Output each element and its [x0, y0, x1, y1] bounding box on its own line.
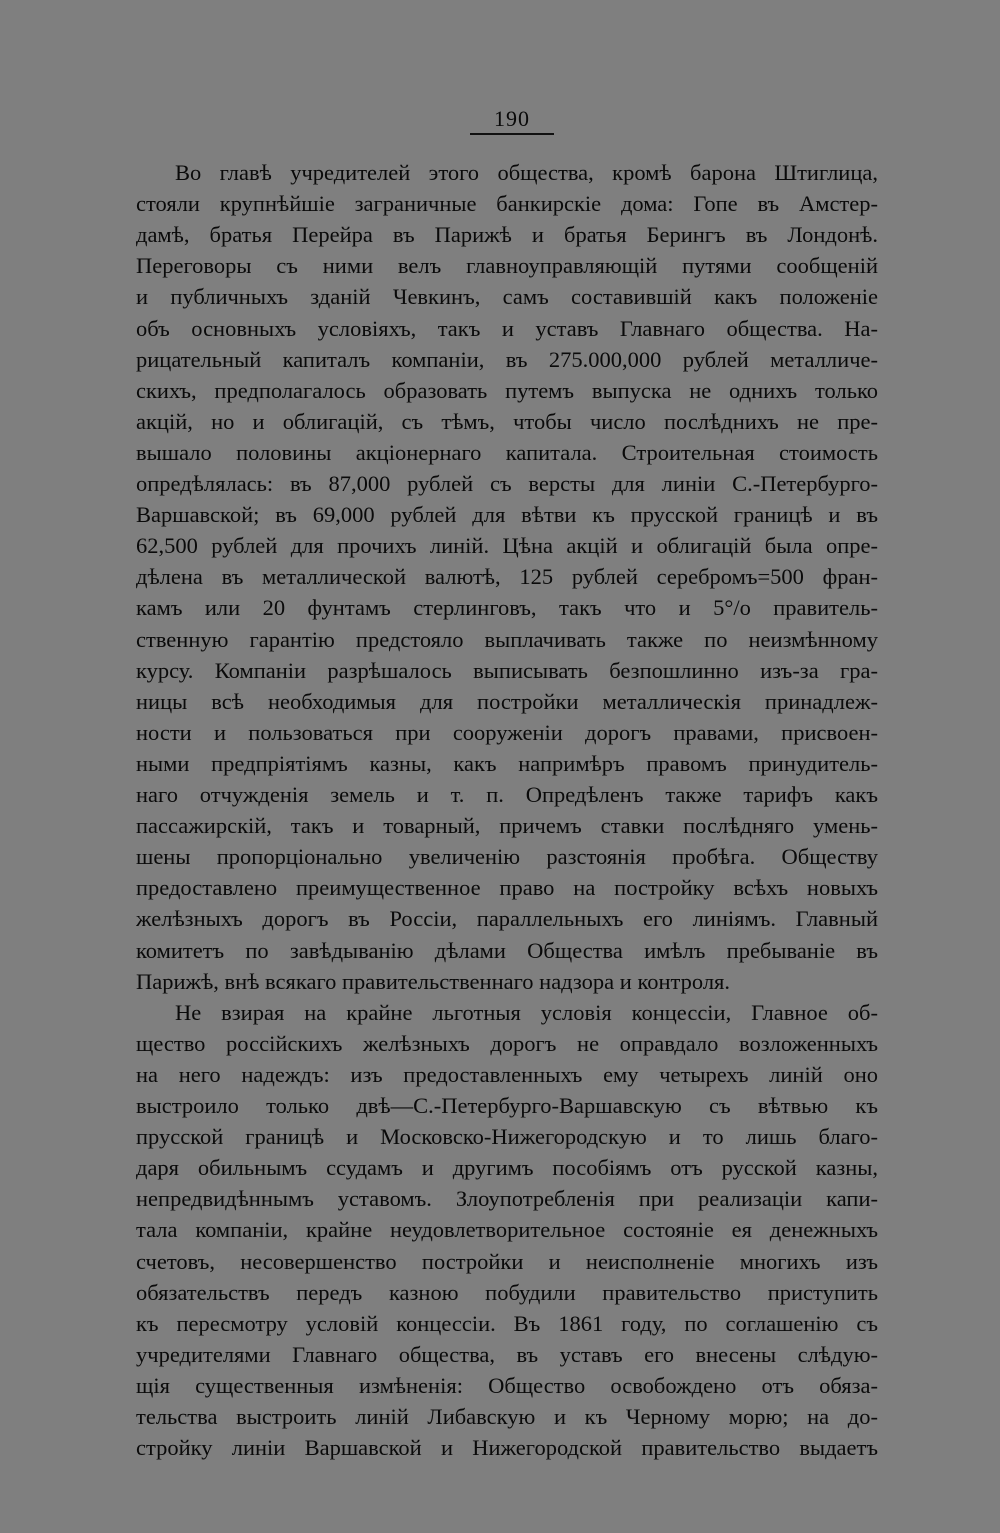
text-line: обязательствъ передъ казною побудили правительство приступить: [136, 1280, 878, 1305]
text-line: ницы всѣ необходимыя для постройки металлическія принадлеж-: [136, 689, 878, 714]
text-line: камъ или 20 фунтамъ стерлинговъ, такъ что и 5°/o правитель-: [136, 595, 878, 620]
text-line: щія существенныя измѣненія: Общество освобождено отъ обяза-: [136, 1373, 878, 1398]
page-number-rule: [470, 133, 554, 135]
text-line: опредѣлялась: въ 87,000 рублей съ версты для линіи С.-Петербурго-: [136, 471, 878, 496]
text-line: дѣлена въ металлической валютѣ, 125 рублей серебромъ=500 фран-: [136, 564, 878, 589]
text-line: ности и пользоваться при сооруженіи дорогъ правами, присвоен-: [136, 720, 878, 745]
text-line: тельства выстроить линій Либавскую и къ Черному морю; на до-: [136, 1404, 878, 1429]
text-line: Не взирая на крайне льготныя условія концессіи, Главное об-: [175, 1000, 878, 1025]
text-line: тала компаніи, крайне неудовлетворительное состояніе ея денежныхъ: [136, 1217, 878, 1242]
text-line: дамѣ, братья Перейра въ Парижѣ и братья Берингъ въ Лондонѣ.: [136, 222, 878, 247]
text-line: вышало половины акціонернаго капитала. Строительная стоимость: [136, 440, 878, 465]
text-line: акцій, но и облигацій, съ тѣмъ, чтобы число послѣднихъ не пре-: [136, 409, 878, 434]
text-line: желѣзныхъ дорогъ въ Россіи, параллельныхъ его линіямъ. Главный: [136, 906, 878, 931]
text-line: къ пересмотру условій концессіи. Въ 1861 году, по соглашенію съ: [136, 1311, 878, 1336]
text-line: наго отчужденія земель и т. п. Опредѣленъ также тарифъ какъ: [136, 782, 878, 807]
text-line: щество россійскихъ желѣзныхъ дорогъ не оправдало возложенныхъ: [136, 1031, 878, 1056]
text-line: комитетъ по завѣдыванію дѣлами Общества имѣлъ пребываніе въ: [136, 938, 878, 963]
text-line: учредителями Главнаго общества, въ уставъ его внесены слѣдую-: [136, 1342, 878, 1367]
text-line: рицательный капиталъ компаніи, въ 275.000,000 рублей металличе-: [136, 347, 878, 372]
text-line: счетовъ, несовершенство постройки и неисполненіе многихъ изъ: [136, 1249, 878, 1274]
text-line: пассажирскій, такъ и товарный, причемъ ставки послѣдняго умень-: [136, 813, 878, 838]
text-line: Варшавской; въ 69,000 рублей для вѣтви къ прусской границѣ и въ: [136, 502, 878, 527]
text-line: 62,500 рублей для прочихъ линій. Цѣна акцій и облигацій была опре-: [136, 533, 878, 558]
page-number: 190: [494, 106, 530, 131]
text-line: непредвидѣннымъ уставомъ. Злоупотребленія при реализаціи капи-: [136, 1186, 878, 1211]
text-line: на него надеждъ: изъ предоставленныхъ ему четырехъ линій оно: [136, 1062, 878, 1087]
text-line: ственную гарантію предстояло выплачивать также по неизмѣнному: [136, 627, 878, 652]
text-line: курсу. Компаніи разрѣшалось выписывать безпошлинно изъ-за гра-: [136, 658, 878, 683]
text-line: прусской границѣ и Московско-Нижегородскую и то лишь благо-: [136, 1124, 878, 1149]
text-line: ными предпріятіямъ казны, какъ напримѣръ правомъ принудитель-: [136, 751, 878, 776]
text-line: шены пропорціонально увеличенію разстоянія пробѣга. Обществу: [136, 844, 878, 869]
text-line: скихъ, предполагалось образовать путемъ выпуска не однихъ только: [136, 378, 878, 403]
text-line: предоставлено преимущественное право на постройку всѣхъ новыхъ: [136, 875, 878, 900]
text-line: и публичныхъ зданій Чевкинъ, самъ составившій какъ положеніе: [136, 284, 878, 309]
text-line: даря обильнымъ ссудамъ и другимъ пособіямъ отъ русской казны,: [136, 1155, 878, 1180]
text-line: Парижѣ, внѣ всякаго правительственнаго надзора и контроля.: [136, 969, 731, 994]
text-line: объ основныхъ условіяхъ, такъ и уставъ Главнаго общества. На-: [136, 316, 878, 341]
text-line: стройку линіи Варшавской и Нижегородской правительство выдаетъ: [136, 1435, 878, 1460]
text-line: Переговоры съ ними велъ главноуправляющій путями сообщеній: [136, 253, 878, 278]
text-line: стояли крупнѣйшіе заграничные банкирскіе дома: Гопе въ Амстер-: [136, 191, 878, 216]
text-line: выстроило только двѣ—С.-Петербурго-Варшавскую съ вѣтвью къ: [136, 1093, 878, 1118]
text-line: Во главѣ учредителей этого общества, кромѣ барона Штиглица,: [175, 160, 878, 185]
